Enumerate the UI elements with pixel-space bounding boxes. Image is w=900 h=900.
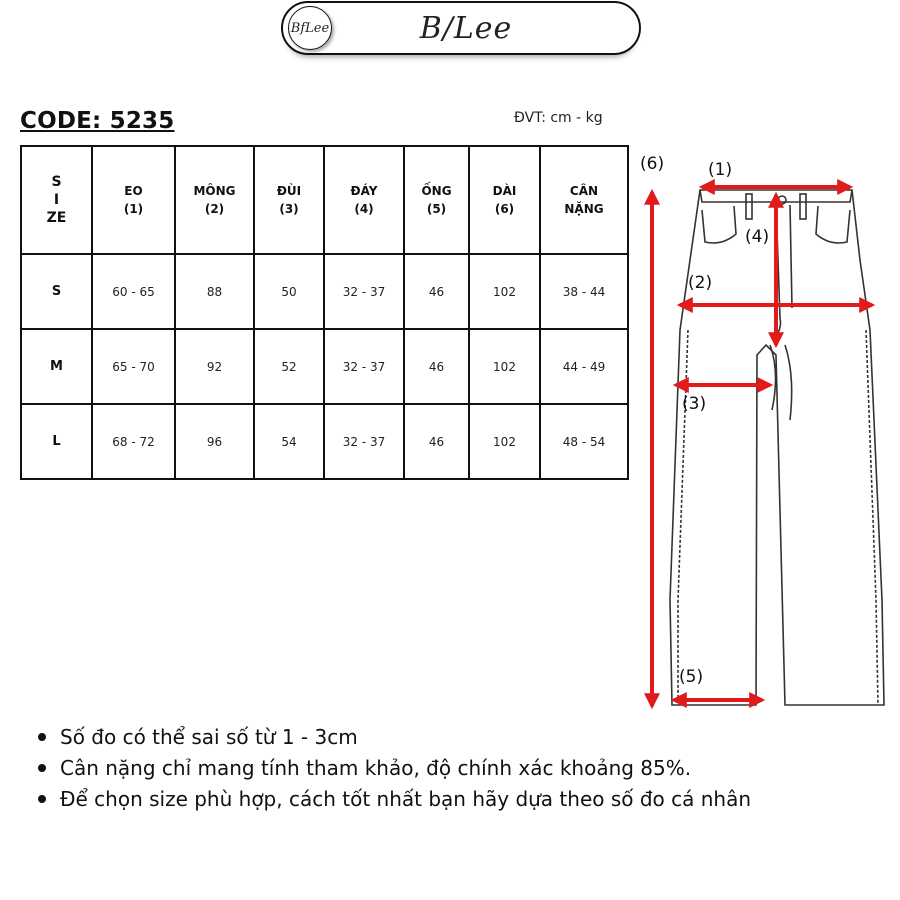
- size-cell: L: [21, 404, 92, 479]
- brand-logo: B/Lee: [419, 11, 513, 46]
- note-text: Số đo có thể sai số từ 1 - 3cm: [60, 725, 358, 749]
- bullet-icon: [38, 764, 46, 772]
- column-header-name: EO: [124, 184, 143, 198]
- list-item: [38, 722, 878, 753]
- table-cell: 46: [404, 329, 469, 404]
- column-header-number: (6): [494, 202, 515, 216]
- note-text: Để chọn size phù hợp, cách tốt nhất bạn hãy dựa theo số đo cá nhân: [60, 787, 752, 811]
- column-header-name: CÂN: [569, 184, 599, 198]
- rise-label: (4): [745, 227, 770, 247]
- column-header-waist: [92, 146, 175, 254]
- pants-measurement-diagram: [630, 150, 900, 720]
- table-cell: 60 - 65: [92, 254, 175, 329]
- table-cell: 65 - 70: [92, 329, 175, 404]
- table-cell: 52: [254, 329, 324, 404]
- size-header-line: I: [53, 192, 60, 208]
- table-row: [21, 329, 628, 404]
- table-cell: 38 - 44: [540, 254, 628, 329]
- column-header-thigh: [254, 146, 324, 254]
- column-header-rise: [324, 146, 404, 254]
- unit-note: ĐVT: cm - kg: [514, 110, 603, 126]
- column-header-name: ĐÙI: [276, 184, 302, 198]
- table-cell: 50: [254, 254, 324, 329]
- table-cell: 96: [175, 404, 254, 479]
- column-header-number: (2): [204, 202, 225, 216]
- column-header-name: ỐNG: [421, 184, 452, 198]
- note-text: Cân nặng chỉ mang tính tham khảo, độ chính xác khoảng 85%.: [60, 756, 692, 780]
- table-row: [21, 404, 628, 479]
- column-header-weight: [540, 146, 628, 254]
- table-header-row: [21, 146, 628, 254]
- measurement-arrows: [652, 187, 872, 706]
- table-cell: 88: [175, 254, 254, 329]
- size-chart-table: [20, 145, 629, 480]
- column-header-name: MÔNG: [193, 184, 236, 198]
- waist-label: (1): [708, 160, 733, 180]
- length-label: (6): [640, 154, 665, 174]
- column-header-number: (3): [279, 202, 299, 216]
- bullet-icon: [38, 733, 46, 741]
- table-cell: 46: [404, 404, 469, 479]
- size-header-line: ZE: [46, 210, 67, 226]
- table-cell: 32 - 37: [324, 404, 404, 479]
- table-cell: 102: [469, 404, 540, 479]
- table-cell: 48 - 54: [540, 404, 628, 479]
- brand-banner: [281, 1, 641, 55]
- size-notes: [38, 722, 878, 815]
- size-cell: M: [21, 329, 92, 404]
- size-header-line: S: [51, 174, 62, 190]
- list-item: [38, 753, 878, 784]
- column-header-hem: [404, 146, 469, 254]
- list-item: [38, 784, 878, 815]
- bullet-icon: [38, 795, 46, 803]
- column-header-number: (1): [123, 202, 144, 216]
- brand-badge-text: BfLee: [290, 20, 330, 36]
- table-cell: 32 - 37: [324, 254, 404, 329]
- table-cell: 68 - 72: [92, 404, 175, 479]
- size-column-header: [21, 146, 92, 254]
- table-cell: 92: [175, 329, 254, 404]
- thigh-label: (3): [682, 394, 707, 414]
- column-header-number: (5): [426, 202, 447, 216]
- column-header-number: (4): [354, 202, 374, 216]
- notes-list: [38, 722, 878, 815]
- table-cell: 44 - 49: [540, 329, 628, 404]
- column-header-name: ĐÁY: [350, 184, 378, 198]
- table-cell: 102: [469, 254, 540, 329]
- table-row: [21, 254, 628, 329]
- product-code-title: CODE: 5235: [20, 108, 175, 134]
- table-cell: 32 - 37: [324, 329, 404, 404]
- column-header-length: [469, 146, 540, 254]
- table-cell: 54: [254, 404, 324, 479]
- table-cell: 46: [404, 254, 469, 329]
- column-header-hip: [175, 146, 254, 254]
- column-header-name-line2: NẶNG: [564, 202, 604, 216]
- hem-label: (5): [679, 667, 704, 687]
- size-cell: S: [21, 254, 92, 329]
- table-cell: 102: [469, 329, 540, 404]
- column-header-name: DÀI: [492, 184, 517, 198]
- hip-label: (2): [688, 273, 713, 293]
